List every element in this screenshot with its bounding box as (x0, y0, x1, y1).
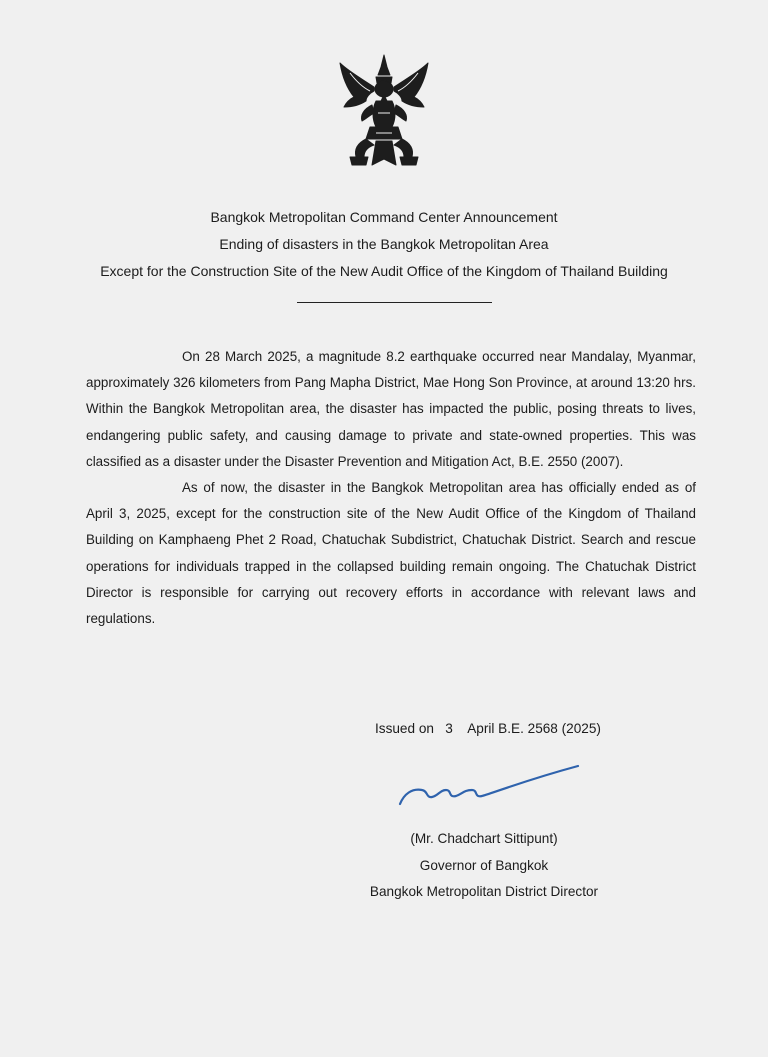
issued-date: Issued on 3 April B.E. 2568 (2025) (375, 721, 601, 736)
announcement-header (0, 204, 768, 285)
signatory-block (364, 826, 604, 906)
announcement-body (86, 344, 696, 632)
signatory-name: (Mr. Chadchart Sittipunt) (410, 831, 558, 846)
header-divider (297, 302, 492, 303)
signatory-title-governor: Governor of Bangkok (419, 857, 549, 873)
handwritten-signature (396, 760, 582, 810)
header-line-2: Ending of disasters in the Bangkok Metropolitan Area (219, 236, 549, 252)
signatory-title-director: Bangkok Metropolitan District Director (369, 884, 599, 899)
header-line-1: Bangkok Metropolitan Command Center Announcement (210, 209, 558, 225)
header-line-3: Except for the Construction Site of the New Audit Office of the Kingdom of Thailand Building (100, 263, 668, 279)
garuda-emblem-icon (336, 53, 432, 173)
body-paragraph-1: On 28 March 2025, a magnitude 8.2 earthquake occurred near Mandalay, Myanmar, approximately 326 kilometers from Pang Mapha District, Mae Hong Son Province, at around 13:20 hrs. Within the Bangkok Metropolitan area, the disaster has impacted the public, posing threats to lives, endangering public safety, and causing damage to private and state-owned properties. This was classified as a disaster under the Disaster Prevention and Mitigation Act, B.E. 2550 (2007). (86, 349, 696, 469)
body-paragraph-2: As of now, the disaster in the Bangkok Metropolitan area has officially ended as of April 3, 2025, except for the construction site of the New Audit Office of the Kingdom of Thailand Building on Kamphaeng Phet 2 Road, Chatuchak Subdistrict, Chatuchak District. Search and rescue operations for individuals trapped in the collapsed building remain ongoing. The Chatuchak District Director is responsible for carrying out recovery efforts in accordance with relevant laws and regulations. (86, 480, 696, 627)
